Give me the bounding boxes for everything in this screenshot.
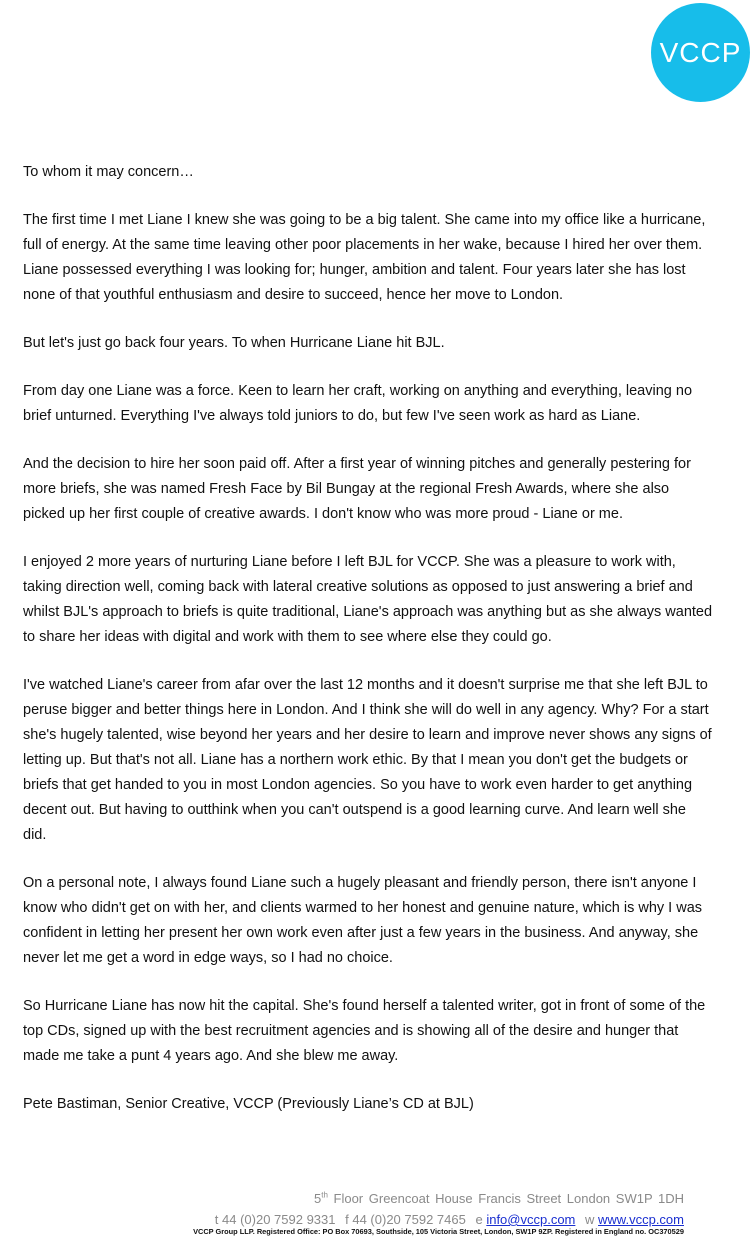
paragraph-2: But let's just go back four years. To when Hurricane Liane hit BJL. — [23, 335, 445, 351]
web-link[interactable]: www.vccp.com — [598, 1212, 684, 1227]
fax-number: 44 (0)20 7592 7465 — [352, 1212, 466, 1227]
logo-text: VCCP — [659, 36, 742, 68]
tel-label: t — [214, 1212, 219, 1227]
paragraph-8: So Hurricane Liane has now hit the capital. She's found herself a talented writer, got in front of some of the top CDs, signed up with the best recruitment agencies and is showing all of the desire and hunger that made me take a punt 4 years ago. And she blew me away. — [23, 998, 706, 1064]
paragraph-7: On a personal note, I always found Liane such a hugely pleasant and friendly person, there isn't anyone I know who didn't get on with her, and clients warmed to her honest and genuine nature, which is why I was confident in letting her present her own work even after just a few years in the business. And anyway, she never let me get a word in edge ways, so I had no choice. — [23, 875, 703, 966]
paragraph-6: I've watched Liane's career from afar over the last 12 months and it doesn't surprise me that she left BJL to peruse bigger and better things here in London. And I think she will do well in any agency. Why? For a start she's hugely talented, wise beyond her years and her desire to learn and improve never shows any signs of letting up. But that's not all. Liane has a northern work ethic. By that I mean you don't get the budgets or briefs that get handed to you in most London agencies. So you have to work even harder to get anything decent out. But having to outthink when you can't outspend is a good learning curve. And learn well she did. — [23, 677, 712, 843]
floor-number: 5 — [314, 1191, 322, 1206]
signature: Pete Bastiman, Senior Creative, VCCP (Previously Liane’s CD at BJL) — [23, 1096, 474, 1112]
footer — [215, 1189, 684, 1229]
paragraph-4: And the decision to hire her soon paid off. After a first year of winning pitches and generally pestering for more briefs, she was named Fresh Face by Bil Bungay at the regional Fresh Awards, where she also picked up her first couple of creative awards. I don't know who was more proud - Liane or me. — [23, 456, 691, 522]
address-rest: Floor Greencoat House Francis Street London SW1P 1DH — [327, 1191, 684, 1206]
footer-legal: VCCP Group LLP. Registered Office: PO Box 70693, Southside, 105 Victoria Street, London, SW1P 9ZP. Registered in England no. OC370529 — [193, 1227, 684, 1236]
paragraph-3: From day one Liane was a force. Keen to learn her craft, working on anything and everything, leaving no brief unturned. Everything I've always told juniors to do, but few I've seen work as hard as Liane. — [23, 383, 693, 424]
paragraph-5: I enjoyed 2 more years of nurturing Liane before I left BJL for VCCP. She was a pleasure to work with, taking direction well, coming back with lateral creative solutions as opposed to just answering a brief and whilst BJL's approach to briefs is quite traditional, Liane's approach was anything but as she always wanted to share her ideas with digital and work with them to see where else they could go. — [23, 554, 713, 645]
floor-suffix: th — [321, 1190, 328, 1200]
footer-address — [215, 1189, 684, 1208]
paragraph-1: The first time I met Liane I knew she was going to be a big talent. She came into my office like a hurricane, full of energy. At the same time leaving other poor placements in her wake, because I hired her over them. Liane possessed everything I was looking for; hunger, ambition and talent. Four years later she has lost none of that youthful enthusiasm and desire to succeed, hence her move to London. — [23, 212, 706, 303]
salutation: To whom it may concern… — [23, 164, 194, 180]
letter-body — [23, 160, 713, 1140]
web-label: w — [585, 1212, 595, 1227]
vccp-logo — [651, 3, 750, 102]
tel-number: 44 (0)20 7592 9331 — [222, 1212, 336, 1227]
email-link[interactable]: info@vccp.com — [486, 1212, 576, 1227]
fax-label: f — [345, 1212, 349, 1227]
email-label: e — [475, 1212, 483, 1227]
